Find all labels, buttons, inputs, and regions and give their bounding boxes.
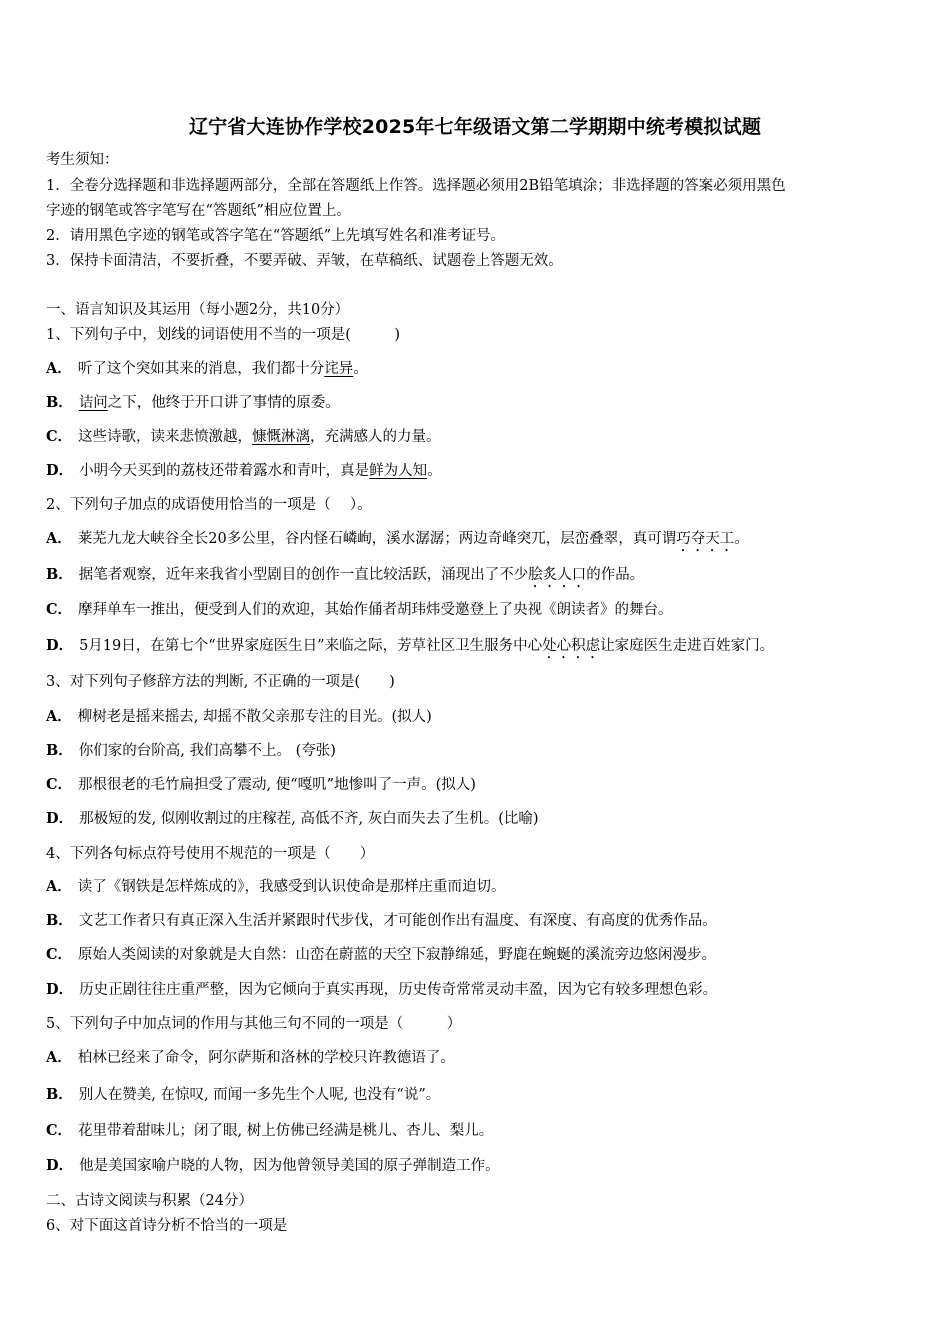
option-letter: D． — [46, 810, 74, 827]
dotted-idiom: 处心积虑 — [542, 638, 601, 654]
q4-option-a[interactable] — [46, 877, 906, 897]
q4-option-c[interactable] — [46, 945, 906, 965]
q1-option-c[interactable] — [46, 427, 906, 447]
q2-option-a[interactable] — [46, 529, 906, 555]
option-text: 。 — [427, 463, 442, 479]
option-text: 花里带着甜味儿；闭了眼, 树上仿佛已经满是桃儿、杏儿、梨儿。 — [78, 1123, 494, 1139]
q2-option-d[interactable] — [46, 636, 906, 662]
underlined-word: 诘问 — [78, 395, 108, 411]
q3-stem: 3、对下列句子修辞方法的判断, 不正确的一项是( ) — [46, 674, 395, 690]
option-text: 读了《钢铁是怎样炼成的》，我感受到认识使命是那样庄重而迫切。 — [77, 879, 506, 895]
option-text: 别人在赞美, 在惊叹, 而闻一多先生个人呢, 也没有“说”。 — [78, 1087, 441, 1103]
notice-item-1b: 字迹的钢笔或答字笔写在“答题纸”相应位置上。 — [46, 203, 351, 219]
section-2-heading: 二、古诗文阅读与积累（24分） — [46, 1193, 253, 1209]
q1-option-a[interactable] — [46, 359, 906, 379]
q6-stem: 6、对下面这首诗分析不恰当的一项是 — [46, 1218, 288, 1234]
underlined-word: 诧异 — [324, 361, 354, 377]
notice-item-3: 3．保持卡面清洁，不要折叠，不要弄破、弄皱，在草稿纸、试题卷上答题无效。 — [46, 253, 563, 269]
option-letter: A． — [46, 708, 72, 725]
option-text: 那极短的发, 似刚收割过的庄稼茬, 高低不齐, 灰白而失去了生机。(比喻) — [79, 811, 539, 827]
option-text: 文艺工作者只有真正深入生活并紧跟时代步伐，才可能创作出有温度、有深度、有高度的优秀作品。 — [78, 913, 717, 929]
dotted-idiom: 脍炙人口 — [528, 567, 587, 583]
q1-option-d[interactable] — [46, 461, 906, 481]
option-text: 莱芜九龙大峡谷全长20多公里，谷内怪石嶙峋，溪水潺潺；两边奇峰突兀，层峦叠翠，真可谓 — [77, 531, 677, 547]
q4-option-d[interactable] — [46, 980, 906, 1000]
q5-option-d[interactable] — [46, 1156, 906, 1176]
q2-option-b[interactable] — [46, 565, 906, 591]
notice-heading: 考生须知： — [46, 152, 119, 168]
option-letter: A． — [46, 878, 72, 895]
option-letter: C． — [46, 946, 73, 963]
option-text: 柳树老是摇来摇去, 却摇不散父亲那专注的目光。(拟人) — [77, 709, 432, 725]
option-text: 原始人类阅读的对象就是大自然：山峦在蔚蓝的天空下寂静绵延，野鹿在蜿蜒的溪流旁边悠闲漫步。 — [78, 947, 717, 963]
underlined-word: 鲜为人知 — [369, 463, 428, 479]
option-text: 摩拜单车一推出，便受到人们的欢迎，其始作俑者胡玮炜受邀登上了央视《朗读者》的舞台。 — [78, 602, 673, 618]
option-letter: B． — [46, 1086, 73, 1103]
q3-option-a[interactable] — [46, 707, 906, 727]
option-text: 你们家的台阶高, 我们高攀不上。 (夸张) — [78, 743, 336, 759]
q1-option-b[interactable] — [46, 393, 906, 413]
q1-stem: 1、下列句子中，划线的词语使用不当的一项是( ) — [46, 327, 401, 343]
option-letter: B． — [46, 912, 73, 929]
section-1-heading: 一、语言知识及其运用（每小题2分，共10分） — [46, 302, 350, 318]
option-letter: B． — [46, 566, 73, 583]
underlined-word: 慷慨淋漓 — [252, 429, 311, 445]
option-text: 让家庭医生走进百姓家门。 — [600, 638, 775, 654]
option-text: 这些诗歌，读来悲愤激越， — [78, 429, 253, 445]
option-text: 据笔者观察，近年来我省小型剧目的创作一直比较活跃，涌现出了不少 — [78, 567, 529, 583]
option-letter: A． — [46, 1049, 72, 1066]
option-letter: A． — [46, 360, 72, 377]
q4-stem: 4、下列各句标点符号使用不规范的一项是（ ） — [46, 846, 375, 862]
q2-option-c[interactable] — [46, 600, 906, 620]
q2-stem: 2、下列句子加点的成语使用恰当的一项是（ ）。 — [46, 497, 372, 513]
option-text: ，充满感人的力量。 — [310, 429, 441, 445]
notice-item-1a: 1．全卷分选择题和非选择题两部分，全部在答题纸上作答。选择题必须用2B铅笔填涂；非选择题的答案必须用黑色 — [46, 178, 786, 194]
option-text: 之下，他终于开口讲了事情的原委。 — [107, 395, 340, 411]
option-letter: C． — [46, 601, 73, 618]
notice-item-2: 2．请用黑色字迹的钢笔或答字笔在“答题纸”上先填写姓名和准考证号。 — [46, 228, 506, 244]
option-text: 。 — [353, 361, 368, 377]
q3-option-b[interactable] — [46, 741, 906, 761]
option-text: 的作品。 — [586, 567, 645, 583]
q5-option-b[interactable] — [46, 1085, 906, 1105]
q5-option-a[interactable] — [46, 1048, 906, 1068]
option-text: 小明今天买到的荔枝还带着露水和青叶，真是 — [79, 463, 370, 479]
option-text: 听了这个突如其来的消息，我们都十分 — [77, 361, 325, 377]
option-text: 5月19日，在第七个“世界家庭医生日”来临之际，芳草社区卫生服务中心 — [79, 638, 543, 654]
q4-option-b[interactable] — [46, 911, 906, 931]
option-letter: D． — [46, 1157, 74, 1174]
dotted-idiom: 巧夺天工 — [676, 531, 735, 547]
option-text: 。 — [734, 531, 749, 547]
q3-option-d[interactable] — [46, 809, 906, 829]
option-letter: B． — [46, 742, 73, 759]
option-text: 历史正剧往往庄重严整，因为它倾向于真实再现，历史传奇常常灵动丰盈，因为它有较多理想色彩。 — [79, 982, 718, 998]
option-letter: C． — [46, 428, 73, 445]
option-letter: D． — [46, 637, 74, 654]
q5-stem: 5、下列句子中加点词的作用与其他三句不同的一项是（ ） — [46, 1016, 462, 1032]
option-letter: D． — [46, 981, 74, 998]
option-letter: B． — [46, 394, 73, 411]
q5-option-c[interactable] — [46, 1121, 906, 1141]
option-letter: D． — [46, 462, 74, 479]
option-text: 他是美国家喻户晓的人物，因为他曾领导美国的原子弹制造工作。 — [79, 1158, 500, 1174]
option-letter: A． — [46, 530, 72, 547]
option-letter: C． — [46, 776, 73, 793]
option-letter: C． — [46, 1122, 73, 1139]
q3-option-c[interactable] — [46, 775, 906, 795]
option-text: 柏林已经来了命令，阿尔萨斯和洛林的学校只许教德语了。 — [77, 1050, 455, 1066]
page-title: 辽宁省大连协作学校2025年七年级语文第二学期期中统考模拟试题 — [188, 116, 762, 138]
option-text: 那根很老的毛竹扁担受了震动, 便“嘎叽”地惨叫了一声。(拟人) — [78, 777, 476, 793]
